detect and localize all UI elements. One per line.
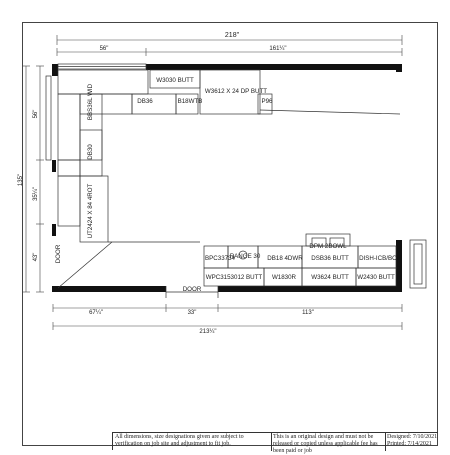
cab-wpc: WPC3153012 BUTT xyxy=(205,274,263,281)
dim-bottom-left: 67¼" xyxy=(89,310,103,316)
cab-w3612: W3612 X 24 DP BUTT xyxy=(204,88,268,95)
cab-db36: DB36 xyxy=(137,98,153,105)
cab-w2430: W2430 BUTT xyxy=(357,274,395,281)
cab-dpm: DPM 2BOWL xyxy=(309,243,347,250)
cab-w1830r: W1830R xyxy=(271,274,297,281)
cab-bpc: BPC33734 xyxy=(205,255,235,262)
cab-db18: DB18 4DWR xyxy=(267,255,303,262)
cab-ut2424: UT2424 X 84 4ROT xyxy=(87,183,94,239)
dim-top-right: 161¼" xyxy=(269,46,287,52)
cab-dish: DISH-ICB/BO xyxy=(359,255,397,262)
dim-overall-top: 218" xyxy=(224,32,240,39)
cab-w3624: W3624 BUTT xyxy=(311,274,349,281)
cab-range: RANGE 30 xyxy=(229,253,261,260)
cab-bbs36l: BBS36L WID xyxy=(87,83,94,121)
dim-left-lower: 43" xyxy=(33,252,39,262)
cab-dsb36: DSB36 BUTT xyxy=(311,255,349,262)
walls xyxy=(52,64,402,292)
title-block-printed: Printed: 7/14/2021 xyxy=(387,441,432,447)
dim-left-mid: 35¼" xyxy=(33,187,39,201)
dim-left-upper: 56" xyxy=(33,109,39,119)
dim-left-total: 135" xyxy=(18,173,24,187)
cab-db30: DB30 xyxy=(87,144,94,160)
dim-bottom-total: 213¼" xyxy=(199,329,217,335)
title-block-divider-1 xyxy=(271,433,272,451)
cab-w3030: W3030 BUTT xyxy=(156,77,194,84)
dim-bottom-door: 33" xyxy=(187,310,197,316)
label-door-left: DOOR xyxy=(55,244,62,264)
title-block-divider-2 xyxy=(385,433,386,451)
cab-b18wtb: B18WTB xyxy=(177,98,203,105)
cab-p96: P96 xyxy=(261,98,273,105)
title-block-designed: Designed: 7/10/2021 xyxy=(387,434,438,440)
label-door-bottom: DOOR xyxy=(182,286,202,293)
dim-bottom-right: 113" xyxy=(302,310,314,316)
title-block-notes: All dimensions, size designations given are subject to verification on job site and adjustment to fit job. xyxy=(115,434,244,447)
cabinet-outlines xyxy=(58,70,400,298)
title-block-copyright: This is an original design and must not be released or copied unless applicable fee has been paid or job xyxy=(273,434,378,454)
dim-top-left: 56" xyxy=(99,46,109,52)
